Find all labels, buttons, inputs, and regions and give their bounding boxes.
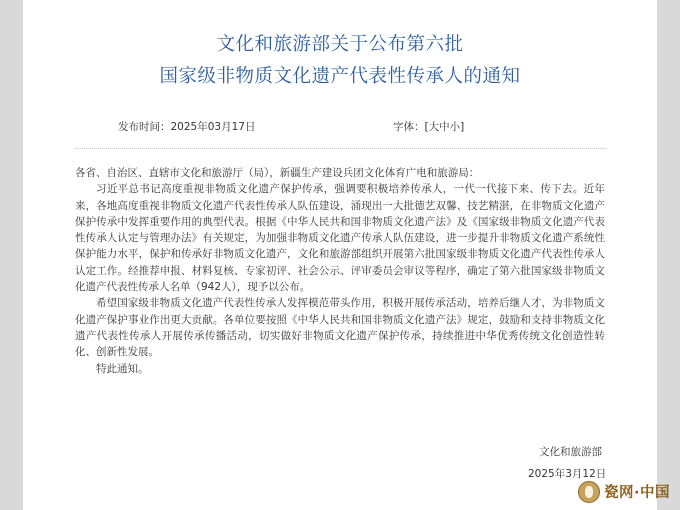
porcelain-logo-icon: [578, 481, 600, 503]
header-divider: [75, 148, 605, 149]
font-size-label: 字体：: [393, 121, 425, 133]
signature-date: 2025年3月12日: [528, 468, 607, 480]
paragraph-2: 希望国家级非物质文化遗产代表性传承人发挥模范带头作用，积极开展传承活动，培养后继人才，为非物质文化遗产保护事业作出更大贡献。各单位要按照《中华人民共和国非物质文化遗产法》规定，鼓励和支持非物质文化遗产代表性传承人开展传承传播活动，切实做好非物质文化遗产保护传承，持续推进中华优秀传统文化创造性转化、创新性发展。: [75, 297, 605, 359]
page-title-line-1: 文化和旅游部关于公布第六批: [216, 34, 464, 55]
font-size-toggle[interactable]: [大中小]: [424, 121, 465, 133]
watermark-text: 瓷网·中国: [604, 485, 671, 501]
font-size-control: [393, 119, 464, 135]
closing-line: 特此通知。: [96, 362, 149, 375]
notice-body: [75, 165, 605, 377]
signature-organization: 文化和旅游部: [539, 446, 602, 458]
salutation: 各省、自治区、直辖市文化和旅游厅（局），新疆生产建设兵团文化体育广电和旅游局：: [75, 167, 480, 179]
watermark: [568, 480, 678, 506]
document-page: [23, 0, 657, 510]
page-title-line-2: 国家级非物质文化遗产代表性传承人的通知: [159, 66, 521, 87]
publish-time: 发布时间：2025年03月17日: [118, 121, 256, 133]
paragraph-1: 习近平总书记高度重视非物质文化遗产保护传承，强调要积极培养传承人，一代一代接下来、传下去。近年来，各地高度重视非物质文化遗产代表性传承人队伍建设，涌现出一大批德艺双馨、技艺精湛，在非物质文化遗产保护传承中发挥重要作用的典型代表。根据《中华人民共和国非物质文化遗产法》及《国家级非物质文化遗产代表性传承人认定与管理办法》有关规定，为加强非物质文化遗产传承人队伍建设，进一步提升非物质文化遗产系统性保护能力水平，保护和传承好非物质文化遗产，文化和旅游部组织开展第六批国家级非物质文化遗产代表性传承人认定工作。经推荐申报、材料复核、专家初评、社会公示、评审委员会审议等程序，确定了第六批国家级非物质文化遗产代表性传承人名单（942人），现予以公布。: [75, 183, 605, 294]
